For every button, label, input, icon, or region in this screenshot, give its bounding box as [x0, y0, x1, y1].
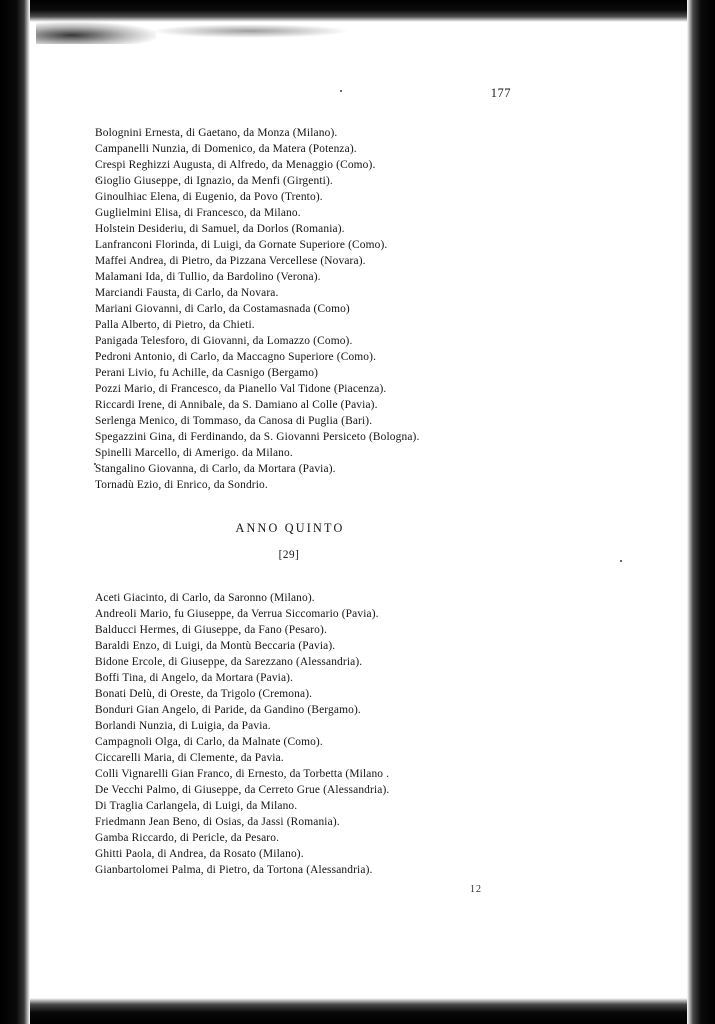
list-item: Mariani Giovanni, di Carlo, da Costamasnada (Como): [95, 303, 350, 315]
list-item: Balducci Hermes, di Giuseppe, da Fano (Pesaro).: [95, 624, 327, 636]
list-item: Bolognini Ernesta, di Gaetano, da Monza (Milano).: [95, 127, 338, 139]
list-item: Crespi Reghizzi Augusta, di Alfredo, da Menaggio (Como).: [95, 159, 376, 171]
list-item: Pedroni Antonio, di Carlo, da Maccagno Superiore (Como).: [95, 351, 377, 363]
list-item: Borlandi Nunzia, di Luigia, da Pavia.: [95, 720, 271, 732]
list-item: Spegazzini Gina, di Ferdinando, da S. Giovanni Persiceto (Bologna).: [95, 431, 420, 443]
list-item: Riccardi Irene, di Annibale, da S. Damiano al Colle (Pavia).: [95, 399, 378, 411]
list-item: Friedmann Jean Beno, di Osias, da Jassi (Romania).: [95, 816, 340, 828]
list-item: Spinelli Marcello, di Amerigo. da Milano.: [95, 447, 293, 459]
scan-edge-right: [687, 0, 715, 1024]
page-number: 177: [490, 86, 511, 100]
list-item: Di Traglia Carlangela, di Luigi, da Milano.: [95, 800, 298, 812]
name-list-second: [95, 590, 635, 878]
list-item: Pozzi Mario, di Francesco, da Pianello Val Tidone (Piacenza).: [95, 383, 387, 395]
list-item: Boffi Tina, di Angelo, da Mortara (Pavia).: [95, 672, 294, 684]
list-item: De Vecchi Palmo, di Giuseppe, da Cerreto Grue (Alessandria).: [95, 784, 390, 796]
list-item: Aceti Giacinto, di Carlo, da Saronno (Milano).: [95, 592, 315, 604]
scan-edge-left: [0, 0, 30, 1024]
list-item: Bonati Delù, di Oreste, da Trigolo (Cremona).: [95, 688, 313, 700]
list-item: Tornadù Ezio, di Enrico, da Sondrio.: [95, 479, 268, 491]
list-item: Colli Vignarelli Gian Franco, di Ernesto, da Torbetta (Milano .: [95, 768, 390, 780]
scan-smudge-secondary: [150, 24, 350, 38]
list-item: Bonduri Gian Angelo, di Paride, da Gandino (Bergamo).: [95, 704, 361, 716]
list-item: Palla Alberto, di Pietro, da Chieti.: [95, 319, 255, 331]
list-item: Marciandi Fausta, di Carlo, da Novara.: [95, 287, 279, 299]
list-item: Gioglio Giuseppe, di Ignazio, da Menfi (Girgenti).: [95, 175, 333, 187]
page-content: [95, 86, 635, 878]
list-item: Serlenga Menico, di Tommaso, da Canosa di Puglia (Bari).: [95, 415, 373, 427]
name-list-first: [95, 125, 635, 493]
list-item: Ginoulhiac Elena, di Eugenio, da Povo (Trento).: [95, 191, 323, 203]
list-item: Maffei Andrea, di Pietro, da Pizzana Vercellese (Novara).: [95, 255, 366, 267]
list-item: Campanelli Nunzia, di Domenico, da Matera (Potenza).: [95, 143, 357, 155]
list-item: Gamba Riccardo, di Pericle, da Pesaro.: [95, 832, 280, 844]
list-item: Andreoli Mario, fu Giuseppe, da Verrua Siccomario (Pavia).: [95, 608, 379, 620]
scan-smudge: [36, 22, 156, 44]
section-number: [29]: [278, 549, 300, 561]
list-item: Guglielmini Elisa, di Francesco, da Milano.: [95, 207, 301, 219]
list-item: Malamani Ida, di Tullio, da Bardolino (Verona).: [95, 271, 321, 283]
list-item: Gianbartolomei Palma, di Pietro, da Tortona (Alessandria).: [95, 864, 373, 876]
list-item: Stangalino Giovanna, di Carlo, da Mortara (Pavia).: [95, 463, 336, 475]
section-heading: ANNO QUINTO: [235, 521, 345, 535]
list-item: Lanfranconi Florinda, di Luigi, da Gornate Superiore (Como).: [95, 239, 388, 251]
list-item: Campagnoli Olga, di Carlo, da Malnate (Como).: [95, 736, 323, 748]
scan-edge-top: [0, 0, 715, 22]
list-item: Holstein Desideriu, di Samuel, da Dorlos (Romania).: [95, 223, 345, 235]
signature-mark: 12: [470, 884, 482, 895]
list-item: Panigada Telesforo, di Giovanni, da Lomazzo (Como).: [95, 335, 353, 347]
list-item: Ciccarelli Maria, di Clemente, da Pavia.: [95, 752, 284, 764]
scan-edge-bottom: [0, 998, 715, 1024]
list-item: Baraldi Enzo, di Luigi, da Montù Beccaria (Pavia).: [95, 640, 336, 652]
list-item: Perani Livio, fu Achille, da Casnigo (Bergamo): [95, 367, 319, 379]
list-item: Bidone Ercole, di Giuseppe, da Sarezzano (Alessandria).: [95, 656, 363, 668]
list-item: Ghitti Paola, di Andrea, da Rosato (Milano).: [95, 848, 304, 860]
